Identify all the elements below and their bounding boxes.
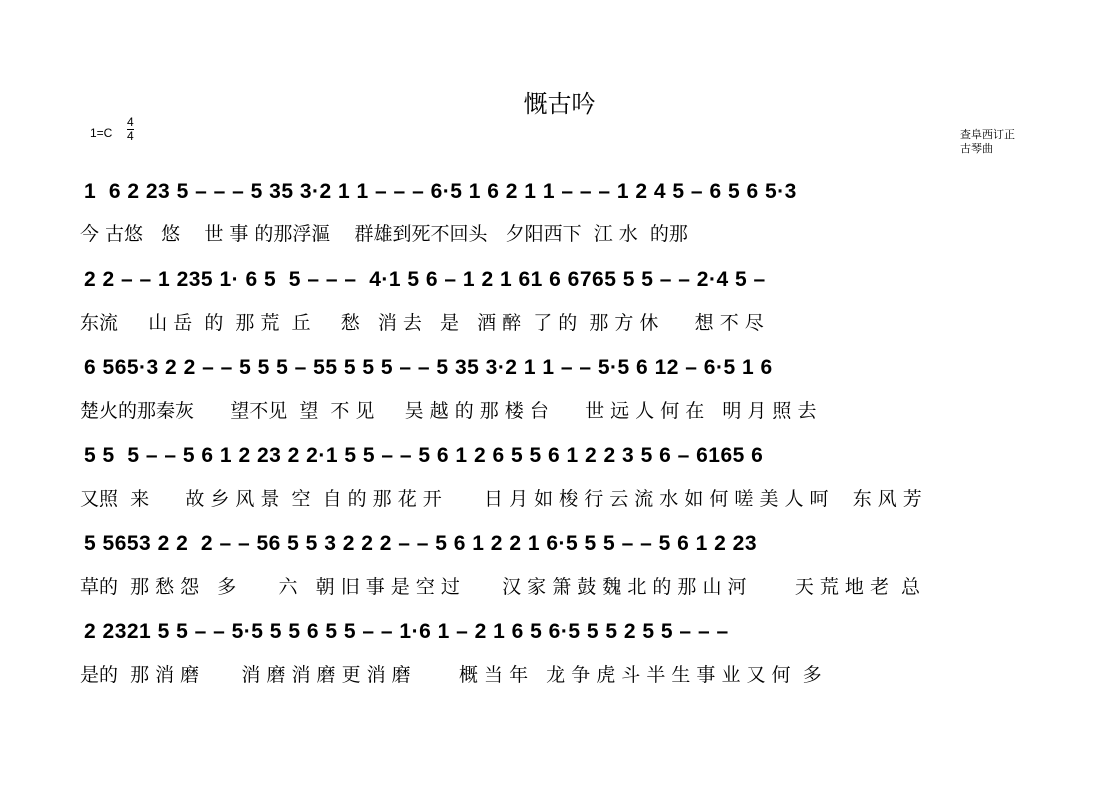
time-signature-top: 4	[127, 115, 134, 129]
lyrics-row-1: 今 古悠 悠 世 事 的那浮漚 群雄到死不回头 夕阳西下 江 水 的那	[80, 223, 688, 245]
lyrics-row-6: 是的 那 消 磨 消 磨 消 磨 更 消 磨 概 当 年 龙 争 虎 斗 半 生 事 业 又 何 多	[80, 664, 822, 686]
time-signature-bottom: 4	[127, 129, 134, 143]
notation-row-1: 1 6 2 23 5 – – – 5 35 3·2 1 1 – – – 6·5 1 6 2 1 1 – – – 1 2 4 5 – 6 5 6 5·3	[84, 180, 797, 203]
lyrics-row-5: 草的 那 愁 怨 多 六 朝 旧 事 是 空 过 汉 家 箫 鼓 魏 北 的 那 山 河 天 荒 地 老 总	[80, 576, 921, 598]
credit-editor: 查阜西订正	[960, 128, 1015, 141]
notation-row-6: 2 2321 5 5 – – 5·5 5 5 6 5 5 – – 1·6 1 – 2 1 6 5 6·5 5 5 2 5 5 – – –	[84, 620, 729, 643]
time-signature	[127, 116, 134, 143]
credits	[960, 128, 1015, 156]
notation-row-5: 5 5653 2 2 2 – – 56 5 5 3 2 2 2 – – 5 6 1 2 2 1 6·5 5 5 – – 5 6 1 2 23	[84, 532, 758, 555]
page-title: 慨古吟	[523, 90, 596, 118]
notation-row-4: 5 5 5 – – 5 6 1 2 23 2 2·1 5 5 – – 5 6 1 2 6 5 5 6 1 2 2 3 5 6 – 6165 6	[84, 444, 764, 467]
notation-row-3: 6 565·3 2 2 – – 5 5 5 – 55 5 5 5 – – 5 35 3·2 1 1 – – 5·5 6 12 – 6·5 1 6	[84, 356, 773, 379]
notation-row-2: 2 2 – – 1 235 1· 6 5 5 – – – 4·1 5 6 – 1 2 1 61 6 6765 5 5 – – 2·4 5 –	[84, 268, 766, 291]
lyrics-row-3: 楚火的那秦灰 望不见 望 不 见 吴 越 的 那 楼 台 世 远 人 何 在 明 月 照 去	[80, 400, 817, 422]
lyrics-row-2: 东流 山 岳 的 那 荒 丘 愁 消 去 是 酒 醉 了 的 那 方 休 想 不 尽	[80, 312, 764, 334]
lyrics-row-4: 又照 来 故 乡 风 景 空 自 的 那 花 开 日 月 如 梭 行 云 流 水 如 何 嗟 美 人 呵 东 风 芳	[80, 488, 922, 510]
key-signature: 1=C	[90, 126, 113, 140]
credit-genre: 古琴曲	[960, 142, 993, 155]
